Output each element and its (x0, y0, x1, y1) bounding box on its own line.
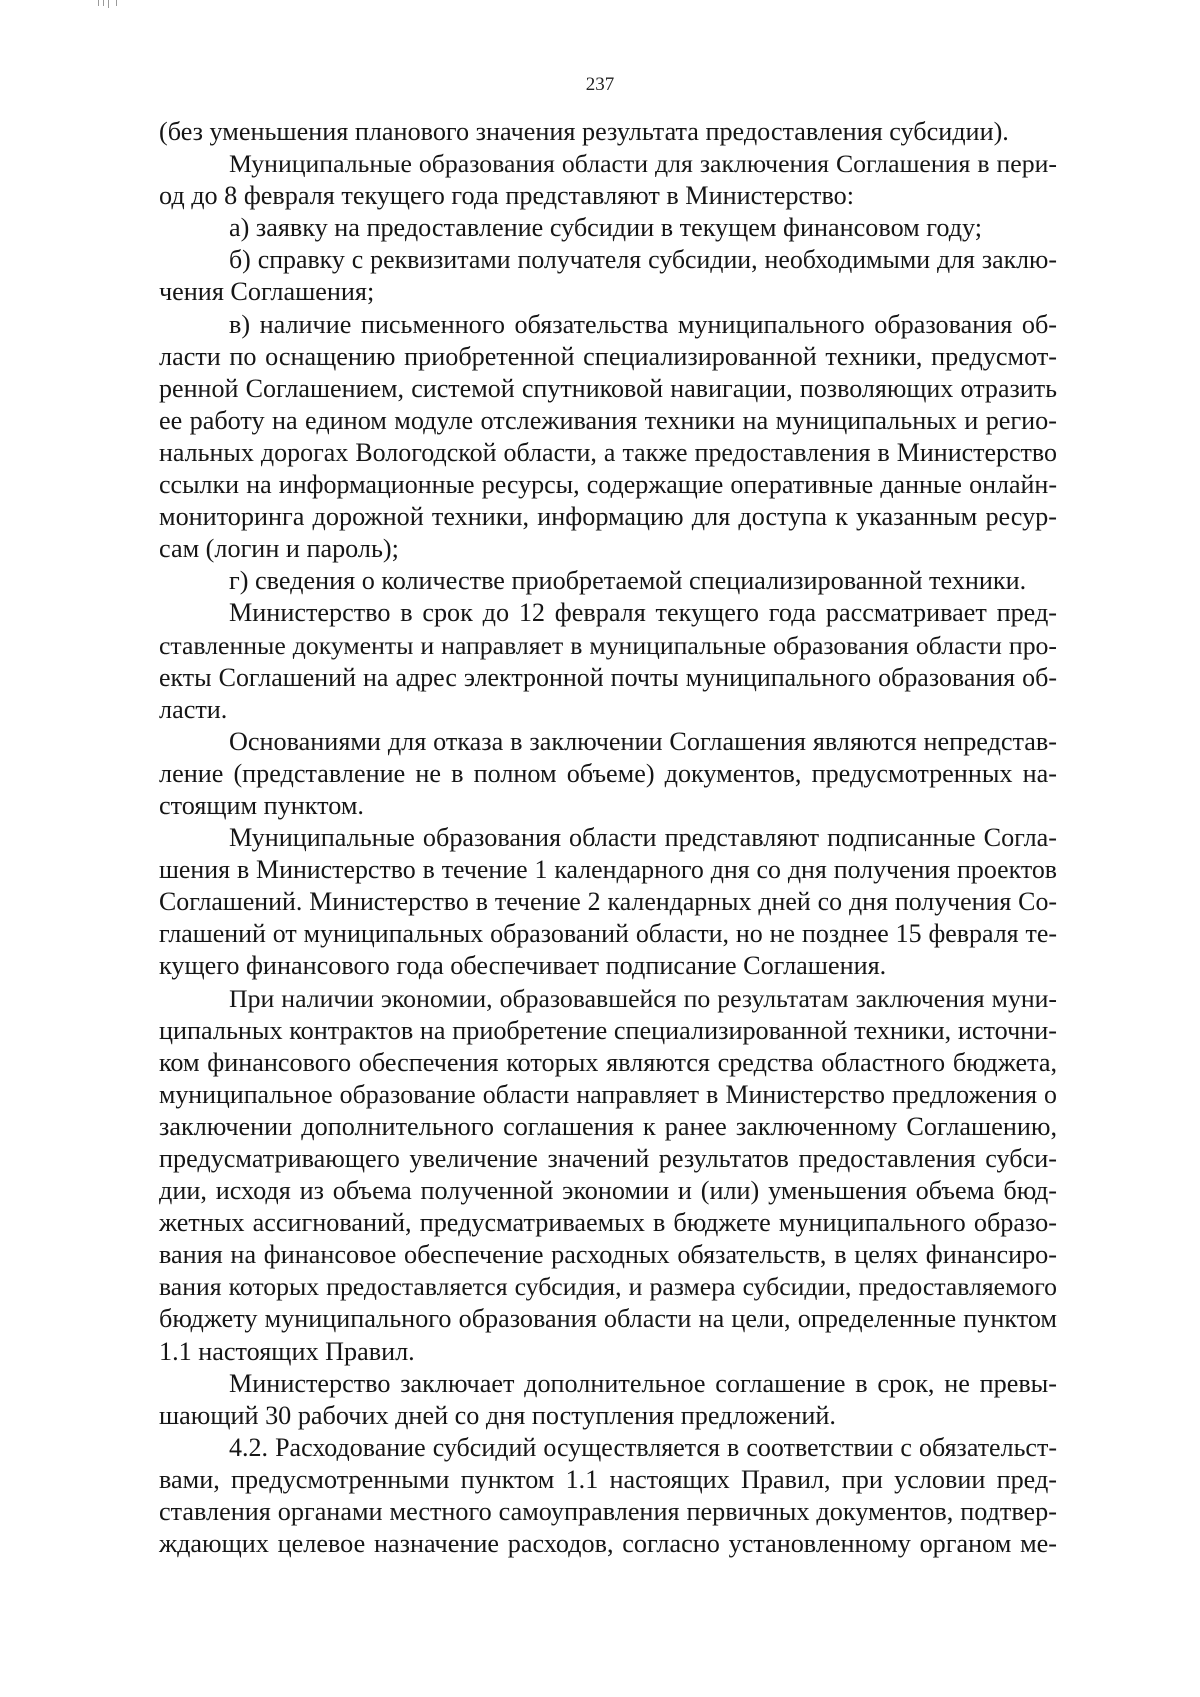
text-line: стоящим пунктом. (159, 790, 364, 820)
text-line: ласти по оснащению приобретенной специализированной техники, предусмот- (159, 341, 1057, 371)
text-line: вания на финансовое обеспечение расходных обязательств, в целях финансиро- (159, 1240, 1057, 1270)
text-line: Министерство заключает дополнительное соглашение в срок, не превы- (229, 1368, 1057, 1398)
text-line: ссылки на информационные ресурсы, содержащие оперативные данные онлайн- (159, 470, 1057, 500)
scan-artifact (116, 0, 117, 6)
scan-artifact (103, 0, 104, 6)
text-line: вами, предусмотренными пунктом 1.1 настоящих Правил, при условии пред- (159, 1464, 1057, 1494)
text-line: ление (представление не в полном объеме) документов, предусмотренных на- (159, 758, 1057, 788)
text-line: шающий 30 рабочих дней со дня поступления предложений. (159, 1400, 836, 1430)
text-line: Основаниями для отказа в заключении Соглашения являются непредстав- (229, 726, 1057, 756)
text-line: в) наличие письменного обязательства муниципального образования об- (229, 309, 1057, 339)
text-line: (без уменьшения планового значения результата предоставления субсидии). (159, 117, 1009, 146)
text-line: 1.1 настоящих Правил. (159, 1336, 415, 1366)
text-line: Соглашений. Министерство в течение 2 календарных дней со дня получения Со- (159, 887, 1057, 917)
page-number: 237 (585, 74, 615, 95)
text-line: ждающих целевое назначение расходов, согласно установленному органом ме- (159, 1529, 1057, 1559)
text-line: заключении дополнительного соглашения к ранее заключенному Соглашению, (159, 1111, 1057, 1141)
text-line: ее работу на едином модуле отслеживания техники на муниципальных и регио- (159, 405, 1057, 435)
text-line: шения в Министерство в течение 1 календарного дня со дня получения проектов (159, 855, 1057, 885)
text-line: а) заявку на предоставление субсидии в текущем финансовом году; (229, 213, 983, 243)
text-line: Муниципальные образования области представляют подписанные Согла- (229, 823, 1057, 853)
text-line: ласти. (159, 694, 228, 724)
text-line: мониторинга дорожной техники, информацию для доступа к указанным ресур- (159, 502, 1057, 532)
text-line: ставления органами местного самоуправления первичных документов, подтвер- (159, 1497, 1057, 1527)
text-line: ком финансового обеспечения которых являются средства областного бюджета, (159, 1047, 1057, 1077)
text-line: При наличии экономии, образовавшейся по результатам заключения муни- (229, 983, 1057, 1013)
text-line: предусматривающего увеличение значений результатов предоставления субси- (159, 1144, 1057, 1173)
text-line: Муниципальные образования области для заключения Соглашения в пери- (229, 149, 1057, 179)
scan-artifact (108, 0, 109, 8)
text-line: сам (логин и пароль); (159, 534, 399, 564)
text-line: чения Соглашения; (159, 277, 375, 307)
text-line: ципальных контрактов на приобретение специализированной техники, источни- (159, 1015, 1057, 1045)
text-line: бюджету муниципального образования области на цели, определенные пунктом (159, 1304, 1057, 1334)
text-line: ренной Соглашением, системой спутниковой навигации, позволяющих отразить (159, 373, 1057, 403)
document-body (159, 116, 1057, 1560)
text-line: Министерство в срок до 12 февраля текущего года рассматривает пред- (229, 598, 1057, 628)
text-line: вания которых предоставляется субсидия, и размера субсидии, предоставляемого (159, 1272, 1057, 1302)
text-line: кущего финансового года обеспечивает подписание Соглашения. (159, 951, 887, 981)
scan-artifact (98, 0, 99, 6)
text-line: г) сведения о количестве приобретаемой специализированной техники. (229, 566, 1027, 596)
text-line: жетных ассигнований, предусматриваемых в бюджете муниципального образо- (159, 1208, 1057, 1238)
text-line: од до 8 февраля текущего года представляют в Министерство: (159, 181, 855, 211)
text-line: муниципальное образование области направляет в Министерство предложения о (159, 1079, 1057, 1109)
text-line: ставленные документы и направляет в муниципальные образования области про- (159, 630, 1057, 660)
text-line: б) справку с реквизитами получателя субсидии, необходимыми для заклю- (229, 245, 1057, 275)
text-line: нальных дорогах Вологодской области, а также предоставления в Министерство (159, 437, 1057, 467)
text-line: дии, исходя из объема полученной экономии и (или) уменьшения объема бюд- (159, 1176, 1057, 1206)
text-line: екты Соглашений на адрес электронной почты муниципального образования об- (159, 662, 1057, 692)
text-line: глашений от муниципальных образований области, но не позднее 15 февраля те- (159, 919, 1057, 949)
text-line: 4.2. Расходование субсидий осуществляется в соответствии с обязательст- (229, 1432, 1057, 1462)
